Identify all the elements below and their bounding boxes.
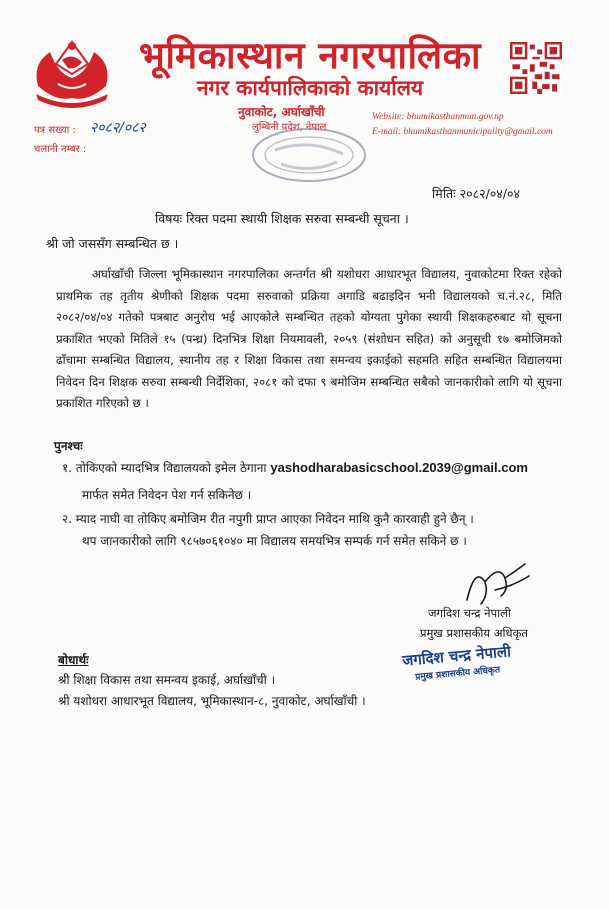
seal-title: प्रमुख प्रशासकीय अधिकृत: [414, 665, 501, 683]
address-province: लुम्बिनी प्रदेश, नेपाल: [252, 122, 327, 133]
qr-code-icon: [510, 42, 562, 94]
postscript-item-1: [62, 459, 528, 476]
cc-label: बोधार्थः: [58, 653, 89, 667]
postscript-item-2: २. म्याद नाघी वा तोकिए बमोजिम रीत नपुगी प्राप्त आएका निवेदन माथि कुनै कारवाही हुने छैन् ।: [62, 512, 474, 526]
office-subtitle: नगर कार्यपालिकाको कार्यालय: [196, 76, 424, 100]
postscript-label: पुनश्चः: [54, 439, 83, 453]
email-text: E-mail: bhumikasthanmunicipality@gmail.com: [372, 127, 553, 137]
handwritten-signature-icon: [455, 560, 535, 608]
notice-body: अर्घाखाँची जिल्ला भूमिकास्थान नगरपालिका अन्तर्गत श्री यशोधरा आधारभूत विद्यालय, नुवाकोटमा रिक्त रहेको प्राथमिक तह तृतीय श्रेणीको शिक्षक पदमा सरुवाको प्रक्रिया अगाडि बढाइदिन भनी विद्यालयको च.नं.२८, मिति २०८२/०४/०४ गतेको पत्रबाट अनुरोध भई आएकोले सम्बन्धित तहको योग्यता पुगेका स्थायी शिक्षकहरुबाट यो सूचना प्रकाशित भएको मितिले १५ (पन्ध्र) दिनभित्र शिक्षा नियमावली, २०५९ (संशोधन सहित) को अनुसूची १७ बमोजिमको ढाँचामा सम्बन्धित विद्यालय, स्थानीय तह र शिक्षा विकास तथा समन्वय इकाईको सहमति सहित सम्बन्धित विद्यालयमा निवेदन दिन शिक्षक सरुवा सम्बन्धी निर्देशिका, २०८१ को दफा ९ बमोजिम सम्बन्धित सबैको जानकारीको लागि यो सूचना प्रकाशित गरिएको छ ।: [56, 267, 562, 410]
school-email: yashodharabasicschool.2039@gmail.com: [270, 460, 528, 475]
office-stamp-icon: [245, 124, 373, 186]
postscript-item-1-text: १. तोकिएको म्यादभित्र विद्यालयको इमेल ठेगाना: [62, 461, 267, 475]
dispatch-number-label: चलानी नम्बर :: [34, 144, 87, 155]
municipality-title: भूमिकास्थान नगरपालिका: [138, 34, 482, 77]
cc-item: श्री यशोधरा आधारभूत विद्यालय, भूमिकास्थान-८, नुवाकोट, अर्घाखाँची ।: [58, 694, 366, 708]
letter-number-value: २०८२/०८२: [90, 120, 146, 136]
seal-name: जगदिश चन्द्र नेपाली: [401, 642, 512, 670]
salutation: श्री जो जससँग सम्बन्धित छ ।: [46, 236, 179, 251]
postscript-item-3: थप जानकारीको लागि ९८५७०६१०४० मा विद्यालय समयभित्र सम्पर्क गर्न समेत सकिने छ ।: [82, 534, 467, 548]
signatory-title: प्रमुख प्रशासकीय अधिकृत: [420, 626, 528, 640]
letter-subject: विषयः रिक्त पदमा स्थायी शिक्षक सरुवा सम्बन्धी सूचना ।: [155, 211, 409, 226]
postscript-item-1-continued: मार्फत समेत निवेदन पेश गर्न सकिनेछ ।: [82, 488, 252, 502]
website-text: Website: bhumikasthanmun.gov.np: [372, 112, 504, 122]
letter-number-label: पत्र सख्या :: [34, 125, 76, 136]
letter-date: मितिः २०८२/०४/०४: [432, 186, 520, 201]
nepal-government-emblem-icon: [28, 34, 116, 108]
address-district: नुवाकोट, अर्घाखाँची: [238, 105, 325, 119]
cc-item: श्री शिक्षा विकास तथा समन्वय इकाई, अर्घाखाँची ।: [58, 673, 276, 687]
signatory-name: जगदिश चन्द्र नेपाली: [428, 606, 511, 620]
